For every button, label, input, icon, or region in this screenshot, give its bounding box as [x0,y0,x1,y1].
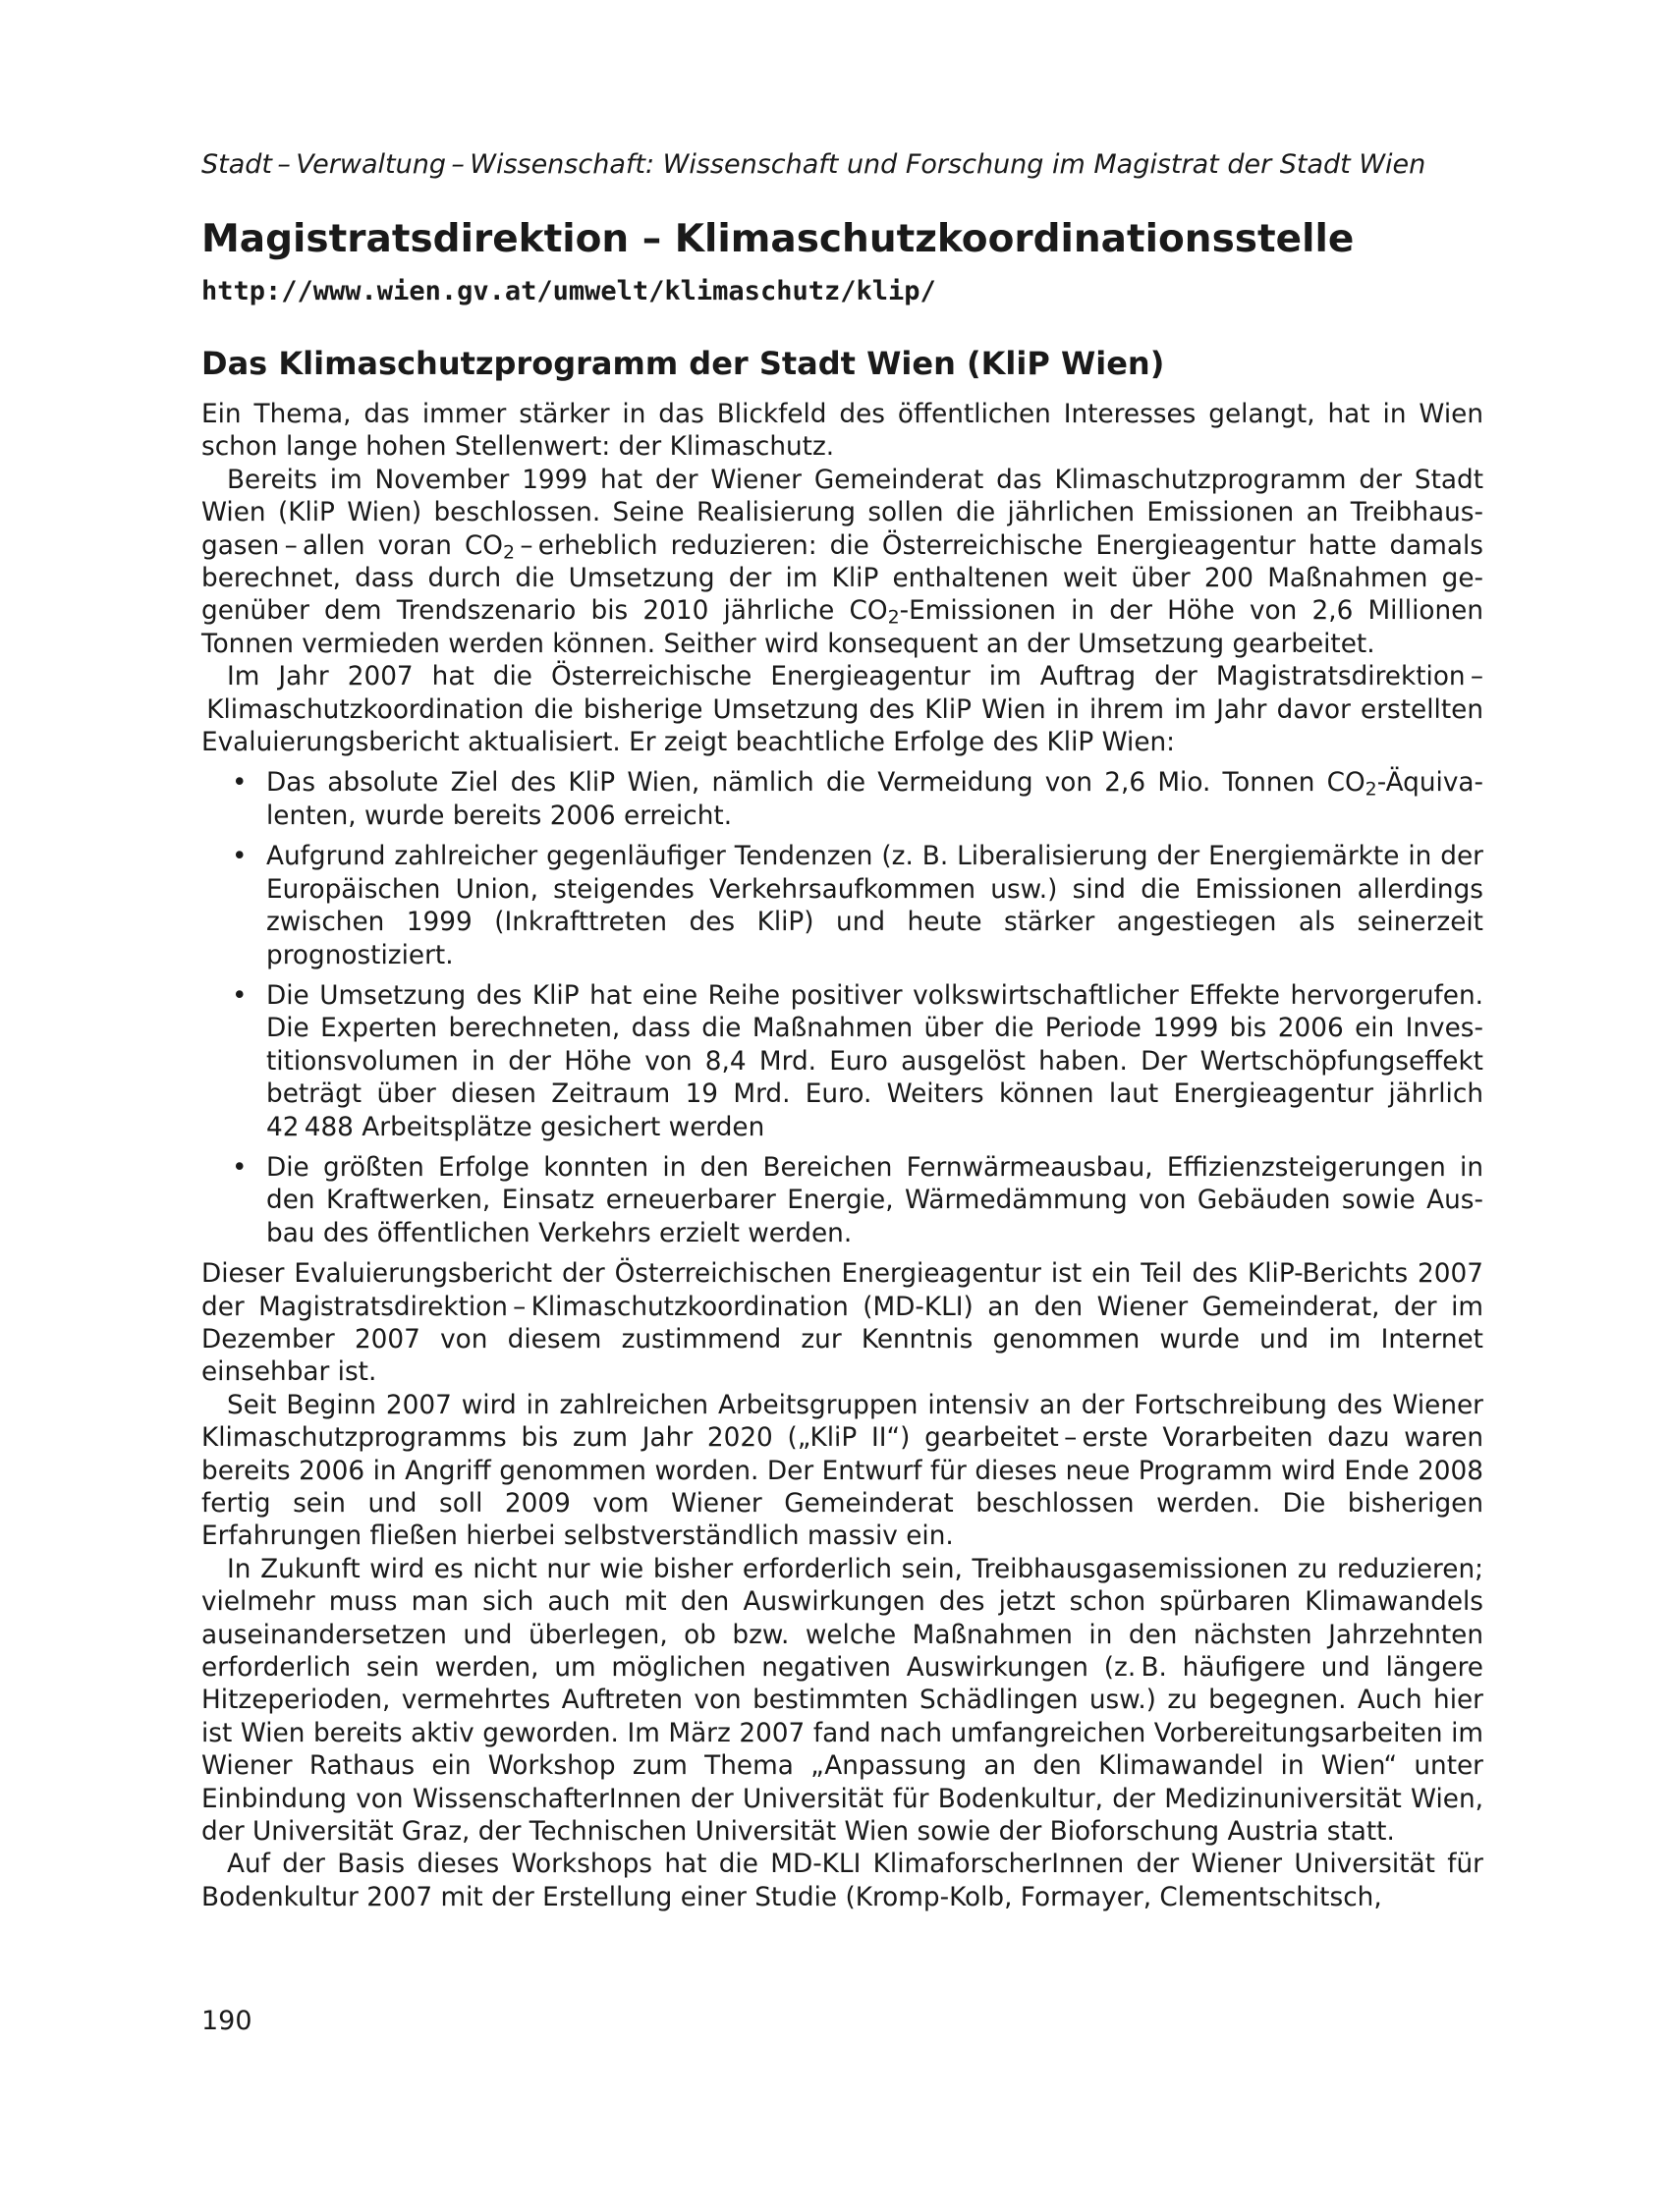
list-item [201,841,1483,972]
list-item [201,1152,1483,1250]
bullet-icon: • [232,1152,248,1183]
paragraph-klip-decision [201,465,1483,661]
body-text [201,399,1483,1914]
list-item-text: -Äquivalenten, wurde bereits 2006 erreicht. [266,768,1483,831]
paragraph-evaluation: Im Jahr 2007 hat die Österreichische Energieagentur im Auftrag der Magistratsdirektion – Klimaschutzkoordination die bisherige Umsetzung des KliP Wien in ihrem im Jahr davor erstellten Evaluierungsbericht aktualisiert. Er zeigt beachtliche Erfolge des KliP Wien: [201,662,1483,758]
list-item-text: Das absolute Ziel des KliP Wien, nämlich die Vermeidung von 2,6 Mio. Tonnen CO [266,768,1365,799]
bullet-icon: • [232,980,248,1011]
paragraph-intro: Ein Thema, das immer stärker in das Blickfeld des öffentlichen Interesses gelangt, hat in Wien schon lange hohen Stellenwert: der Klimaschutz. [201,400,1483,463]
success-list [201,767,1483,1250]
running-head: Stadt – Verwaltung – Wissenschaft: Wissenschaft und Forschung im Magistrat der Stadt Wien [201,149,1426,180]
paragraph-report: Dieser Evaluierungsbericht der Österreichischen Energieagentur ist ein Teil des KliP-Berichts 2007 der Magistratsdirektion – Klimaschutzkoordination (MD-KLI) an den Wiener Gemeinderat, der im Dezember 2007 von diesem zustimmend zur Kenntnis genommen wurde und im Internet einsehbar ist. [201,1259,1483,1388]
page-number: 190 [201,2006,252,2036]
paragraph-study: Auf der Basis dieses Workshops hat die MD-KLI KlimaforscherInnen der Wiener Universität für Bodenkultur 2007 mit der Erstellung einer Studie (Kromp-Kolb, Formayer, Clementschitsch, [201,1850,1483,1912]
paragraph-klip-ii: Seit Beginn 2007 wird in zahlreichen Arbeitsgruppen intensiv an der Fortschreibung des Wiener Klimaschutzprogramms bis zum Jahr 2020 („KliP II“) gearbeitet – erste Vorarbeiten dazu waren bereits 2006 in Angriff genommen worden. Der Entwurf für dieses neue Programm wird Ende 2008 fertig sein und soll 2009 vom Wiener Gemeinderat beschlossen werden. Die bisherigen Erfahrungen fließen hierbei selbstverständlich massiv ein. [201,1390,1483,1552]
subscript: 2 [1365,779,1377,802]
list-item-text: Die größten Erfolge konnten in den Bereichen Fernwärmeausbau, Effizienzsteigerungen in den Kraftwerken, Einsatz erneuerbarer Energie, Wärmedämmung von Gebäuden sowie Ausbau des öffentlichen Verkehrs erzielt werden. [266,1152,1483,1248]
department-url[interactable]: http://www.wien.gv.at/umwelt/klimaschutz/klip/ [201,276,936,306]
list-item [201,980,1483,1144]
section-title: Das Klimaschutzprogramm der Stadt Wien (KliP Wien) [201,345,1165,382]
paragraph-text: – erheblich reduzieren: die Österreichische Energieagentur hatte damals berechnet, dass durch die Umsetzung der im KliP enthaltenen weit über 200 Maßnahmen gegenüber dem Trendszenario bis 2010 jährliche CO [201,530,1483,627]
paragraph-text: -Emissionen in der Höhe von 2,6 Millionen Tonnen vermieden werden können. Seither wird konsequent an der Umsetzung gearbeitet. [201,596,1483,659]
list-item [201,767,1483,833]
subscript: 2 [503,541,516,564]
paragraph-adaptation: In Zukunft wird es nicht nur wie bisher erforderlich sein, Treibhausgasemissionen zu reduzieren; vielmehr muss man sich auch mit den Auswirkungen des jetzt schon spürbaren Klimawandels auseinandersetzen und überlegen, ob bzw. welche Maßnahmen in den nächsten Jahrzehnten erforderlich sein werden, um möglichen negativen Auswirkungen (z. B. häufigere und längere Hitzeperioden, vermehrtes Auftreten von bestimmten Schädlingen usw.) zu begegnen. Auch hier ist Wien bereits aktiv geworden. Im März 2007 fand nach umfangreichen Vorbereitungsarbeiten im Wiener Rathaus ein Workshop zum Thema „Anpassung an den Klimawandel in Wien“ unter Einbindung von WissenschafterInnen der Universität für Bodenkultur, der Medizinuniversität Wien, der Universität Graz, der Technischen Universität Wien sowie der Bioforschung Austria statt. [201,1554,1483,1848]
bullet-icon: • [232,768,248,799]
list-item-text: Die Umsetzung des KliP hat eine Reihe positiver volkswirtschaftlicher Effekte hervorgerufen. Die Experten berechneten, dass die Maßnahmen über die Periode 1999 bis 2006 ein Investitionsvolumen in der Höhe von 8,4 Mrd. Euro ausgelöst haben. Der Wertschöpfungseffekt beträgt über diesen Zeitraum 19 Mrd. Euro. Weiters können laut Energieagentur jährlich 42 488 Arbeitsplätze gesichert werden [266,980,1483,1142]
bullet-icon: • [232,842,248,872]
list-item-text: Aufgrund zahlreicher gegenläufiger Tendenzen (z. B. Liberalisierung der Energiemärkte in der Europäischen Union, steigendes Verkehrsaufkommen usw.) sind die Emissionen allerdings zwischen 1999 (Inkrafttreten des KliP) und heute stärker angestiegen als seinerzeit prognostiziert. [266,842,1483,970]
department-title: Magistratsdirektion – Klimaschutzkoordinationsstelle [201,217,1355,261]
paragraph-text: Bereits im November 1999 hat der Wiener Gemeinderat das Klimaschutzprogramm der Stadt Wien (KliP Wien) beschlossen. Seine Realisierung sollen die jährlichen Emissionen an Treibhausgasen – allen voran CO [201,465,1483,561]
subscript: 2 [887,607,900,630]
